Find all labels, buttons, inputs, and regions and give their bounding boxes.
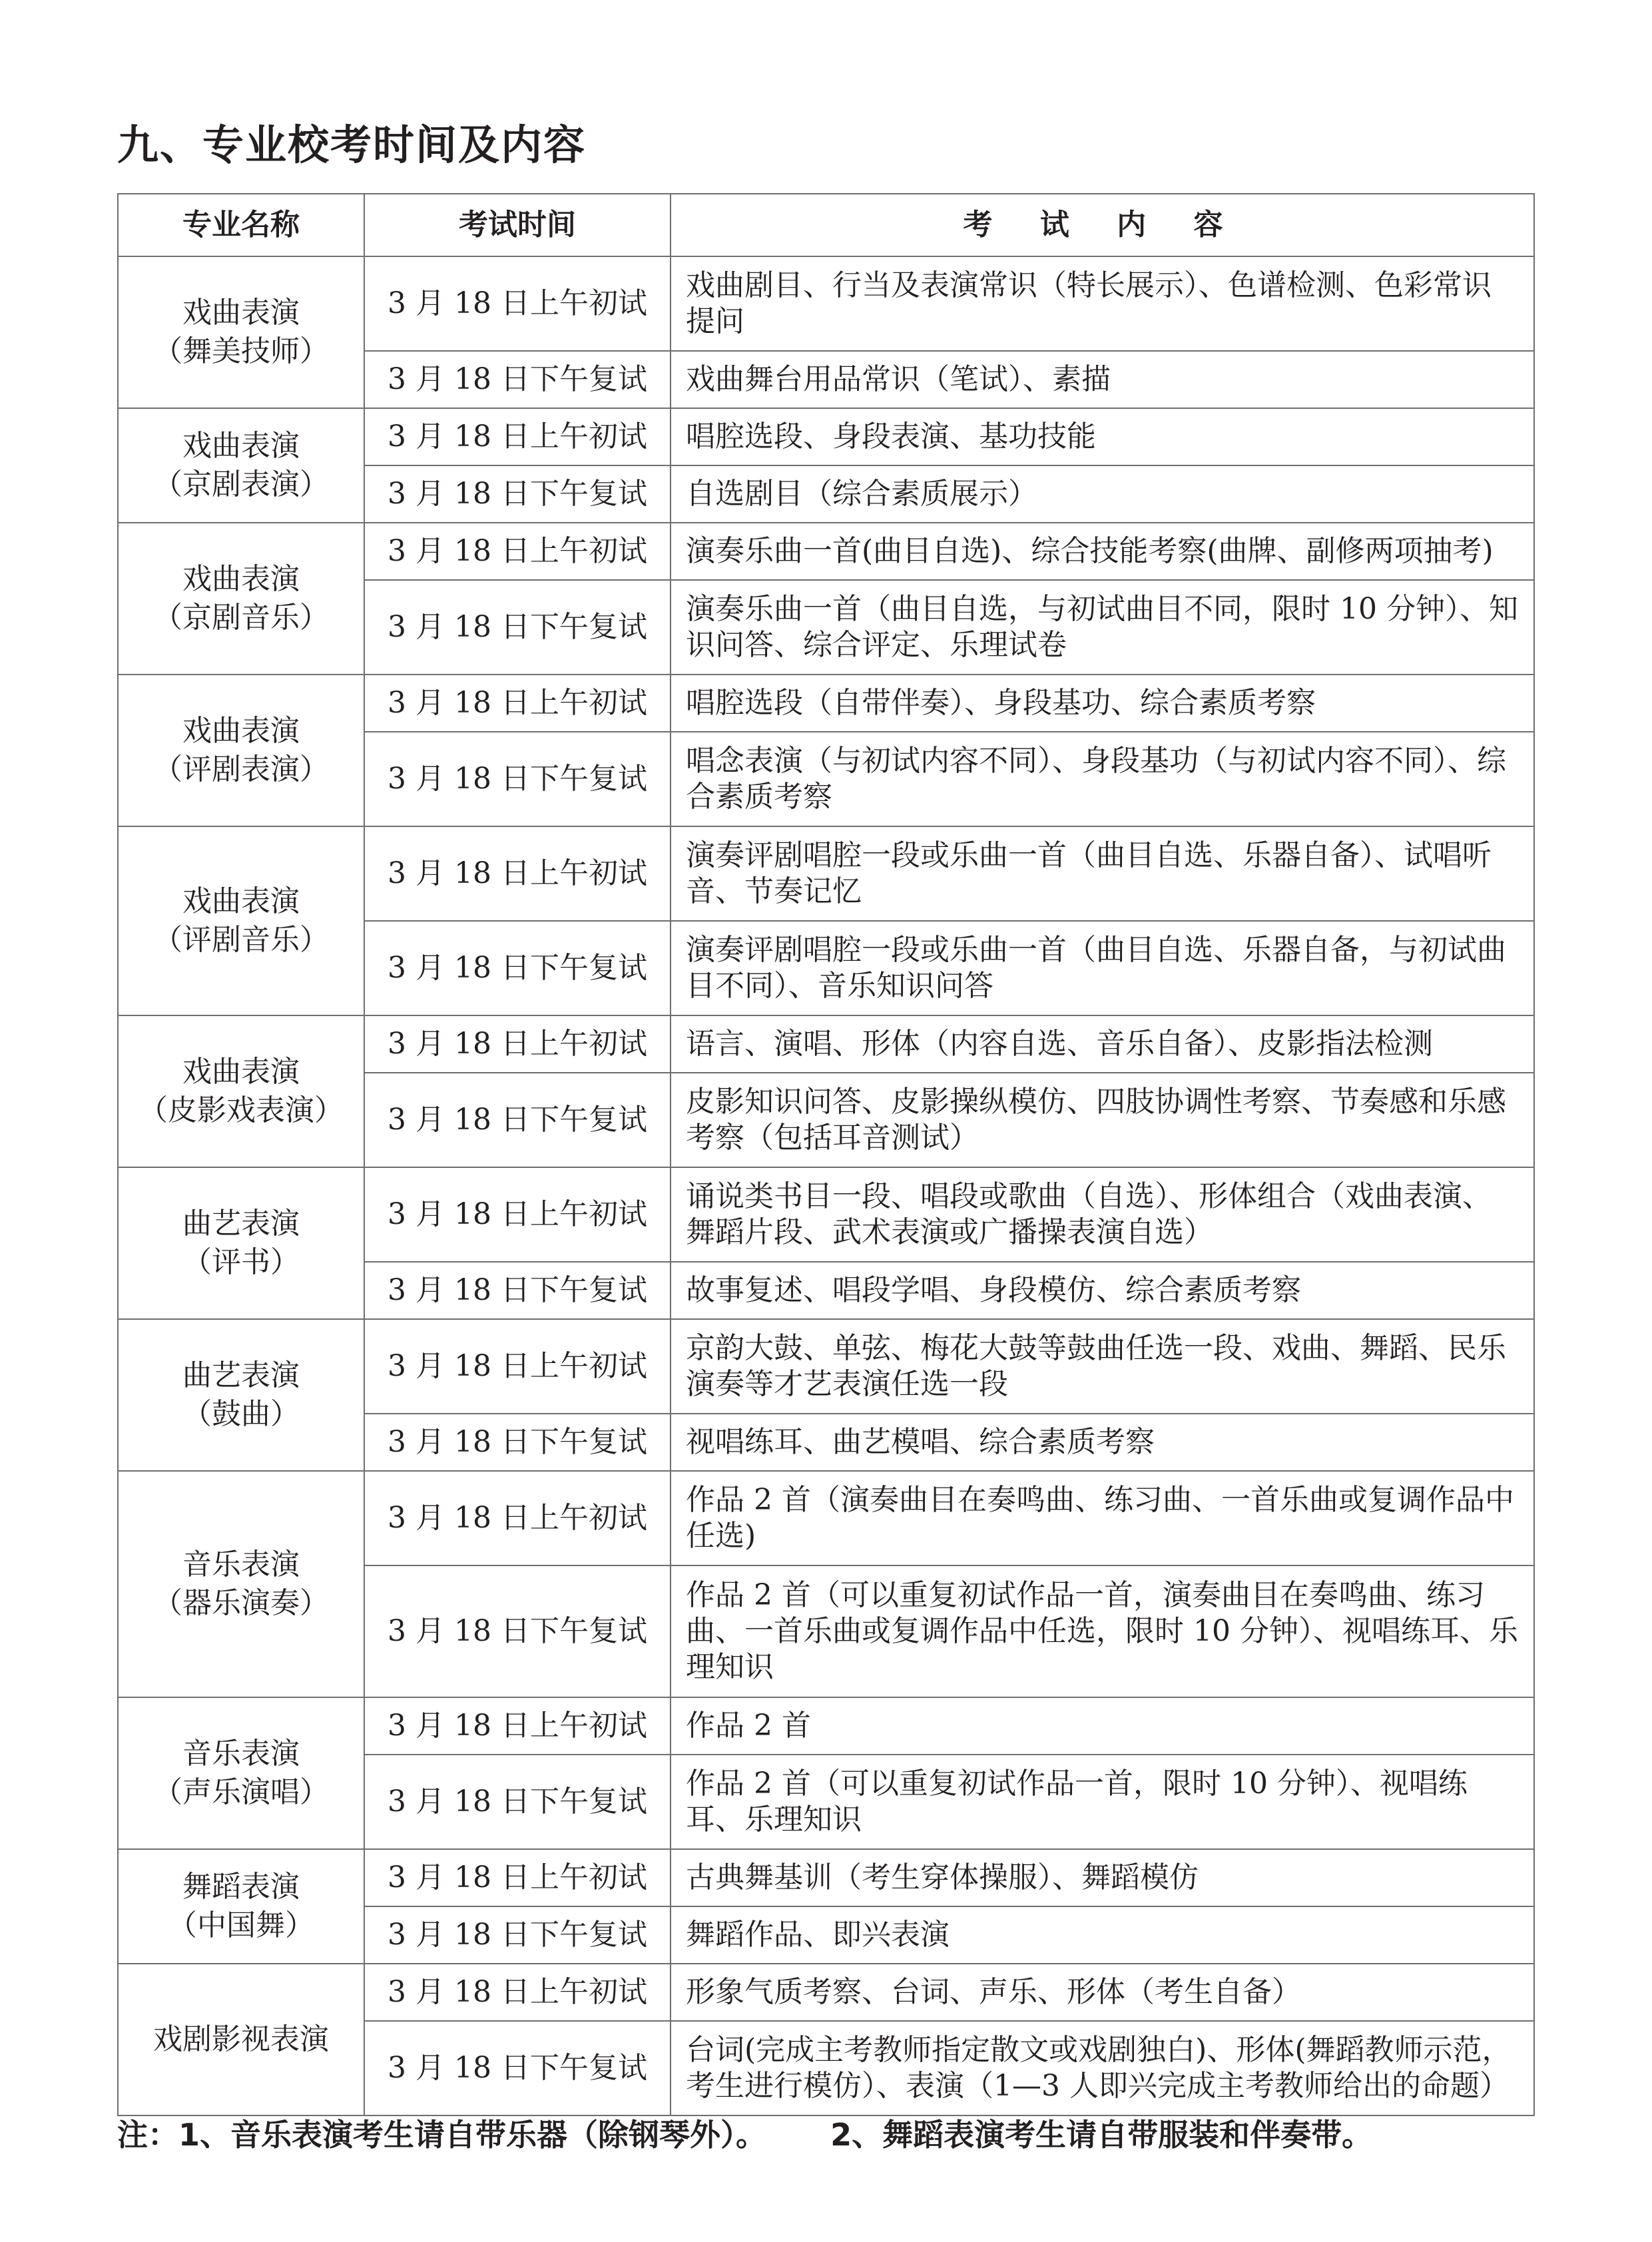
major-subname: （评书） <box>182 1245 300 1279</box>
table-row <box>118 1964 1534 2021</box>
major-name: 音乐表演 <box>182 1547 300 1581</box>
exam-content: 古典舞基训（考生穿体操服）、舞蹈模仿 <box>671 1849 1534 1906</box>
exam-time: 3 月 18 日下午复试 <box>364 1262 671 1319</box>
major-name: 戏曲表演 <box>182 884 300 918</box>
major-name: 音乐表演 <box>182 1737 300 1771</box>
major-subname: （京剧音乐） <box>153 601 329 635</box>
major-cell <box>118 1319 364 1471</box>
major-name: 戏曲表演 <box>182 296 300 330</box>
exam-content: 演奏评剧唱腔一段或乐曲一首（曲目自选、乐器自备，与初试曲目不同）、音乐知识问答 <box>671 921 1534 1015</box>
major-cell <box>118 826 364 1015</box>
table-row <box>118 1697 1534 1755</box>
footnote-item-2: 2、舞蹈表演考生请自带服装和伴奏带。 <box>830 2117 1373 2153</box>
major-cell <box>118 1697 364 1849</box>
exam-content: 自选剧目（综合素质展示） <box>671 465 1534 523</box>
exam-time: 3 月 18 日下午复试 <box>364 351 671 408</box>
major-cell <box>118 1849 364 1964</box>
exam-time: 3 月 18 日上午初试 <box>364 1849 671 1906</box>
table-row <box>118 675 1534 732</box>
exam-content: 戏曲舞台用品常识（笔试）、素描 <box>671 351 1534 408</box>
major-cell <box>118 523 364 675</box>
table-row <box>118 1471 1534 1565</box>
header-content: 考 试 内 容 <box>671 194 1534 256</box>
exam-time: 3 月 18 日下午复试 <box>364 580 671 675</box>
table-row <box>118 1167 1534 1262</box>
exam-content: 演奏乐曲一首(曲目自选)、综合技能考察(曲牌、副修两项抽考) <box>671 523 1534 580</box>
exam-time: 3 月 18 日下午复试 <box>364 1906 671 1964</box>
major-cell <box>118 1471 364 1697</box>
major-name: 曲艺表演 <box>182 1358 300 1392</box>
exam-time: 3 月 18 日下午复试 <box>364 1565 671 1697</box>
exam-content: 皮影知识问答、皮影操纵模仿、四肢协调性考察、节奏感和乐感考察（包括耳音测试） <box>671 1073 1534 1167</box>
exam-time: 3 月 18 日上午初试 <box>364 1964 671 2021</box>
exam-content: 戏曲剧目、行当及表演常识（特长展示）、色谱检测、色彩常识提问 <box>671 256 1534 351</box>
exam-content: 唱腔选段（自带伴奏）、身段基功、综合素质考察 <box>671 675 1534 732</box>
exam-content: 故事复述、唱段学唱、身段模仿、综合素质考察 <box>671 1262 1534 1319</box>
major-name: 戏曲表演 <box>182 714 300 748</box>
exam-content: 演奏乐曲一首（曲目自选，与初试曲目不同，限时 10 分钟）、知识问答、综合评定、乐理试卷 <box>671 580 1534 675</box>
table-row <box>118 826 1534 921</box>
exam-time: 3 月 18 日上午初试 <box>364 1697 671 1755</box>
footnote-item-1: 注：1、音乐表演考生请自带乐器（除钢琴外）。 <box>117 2117 767 2153</box>
major-name: 舞蹈表演 <box>182 1870 300 1904</box>
exam-content: 视唱练耳、曲艺模唱、综合素质考察 <box>671 1414 1534 1471</box>
exam-content: 京韵大鼓、单弦、梅花大鼓等鼓曲任选一段、戏曲、舞蹈、民乐演奏等才艺表演任选一段 <box>671 1319 1534 1414</box>
exam-content: 唱腔选段、身段表演、基功技能 <box>671 408 1534 465</box>
table-header-row <box>118 194 1534 256</box>
exam-time: 3 月 18 日下午复试 <box>364 465 671 523</box>
major-subname: （京剧表演） <box>153 467 329 501</box>
exam-time: 3 月 18 日上午初试 <box>364 1015 671 1073</box>
major-name: 戏曲表演 <box>182 562 300 596</box>
major-cell <box>118 1167 364 1319</box>
major-subname: （鼓曲） <box>182 1397 300 1431</box>
exam-content: 作品 2 首 <box>671 1697 1534 1755</box>
exam-content: 舞蹈作品、即兴表演 <box>671 1906 1534 1964</box>
major-cell <box>118 408 364 523</box>
header-major: 专业名称 <box>118 194 364 256</box>
table-row <box>118 256 1534 351</box>
major-subname: （评剧音乐） <box>153 923 329 957</box>
exam-time: 3 月 18 日上午初试 <box>364 826 671 921</box>
major-name: 曲艺表演 <box>182 1207 300 1241</box>
exam-time: 3 月 18 日上午初试 <box>364 1471 671 1565</box>
major-cell <box>118 1015 364 1167</box>
major-subname: （声乐演唱） <box>153 1775 329 1809</box>
exam-time: 3 月 18 日上午初试 <box>364 408 671 465</box>
exam-content: 语言、演唱、形体（内容自选、音乐自备）、皮影指法检测 <box>671 1015 1534 1073</box>
major-subname: （皮影戏表演） <box>138 1093 344 1127</box>
exam-content: 作品 2 首（演奏曲目在奏鸣曲、练习曲、一首乐曲或复调作品中任选) <box>671 1471 1534 1565</box>
exam-content: 形象气质考察、台词、声乐、形体（考生自备） <box>671 1964 1534 2021</box>
major-name: 戏剧影视表演 <box>153 2022 329 2056</box>
exam-time: 3 月 18 日下午复试 <box>364 921 671 1015</box>
table-row <box>118 1319 1534 1414</box>
major-subname: （器乐演奏） <box>153 1586 329 1620</box>
major-name: 戏曲表演 <box>182 1055 300 1089</box>
exam-time: 3 月 18 日上午初试 <box>364 523 671 580</box>
exam-time: 3 月 18 日上午初试 <box>364 1167 671 1262</box>
exam-content: 诵说类书目一段、唱段或歌曲（自选）、形体组合（戏曲表演、舞蹈片段、武术表演或广播操表演自选） <box>671 1167 1534 1262</box>
table-row <box>118 523 1534 580</box>
exam-time: 3 月 18 日上午初试 <box>364 675 671 732</box>
header-time: 考试时间 <box>364 194 671 256</box>
exam-schedule-table <box>117 193 1535 2116</box>
major-cell <box>118 675 364 826</box>
exam-time: 3 月 18 日下午复试 <box>364 1755 671 1849</box>
exam-content: 作品 2 首（可以重复初试作品一首，限时 10 分钟）、视唱练耳、乐理知识 <box>671 1755 1534 1849</box>
exam-time: 3 月 18 日下午复试 <box>364 1073 671 1167</box>
major-subname: （中国舞） <box>168 1908 314 1942</box>
major-subname: （舞美技师） <box>153 334 329 368</box>
major-cell <box>118 1964 364 2115</box>
major-cell <box>118 256 364 408</box>
footnote <box>117 2111 1372 2155</box>
table-row <box>118 1849 1534 1906</box>
exam-content: 台词(完成主考教师指定散文或戏剧独白)、形体(舞蹈教师示范，考生进行模仿）、表演（1—3 人即兴完成主考教师给出的命题） <box>671 2021 1534 2115</box>
major-subname: （评剧表演） <box>153 752 329 786</box>
exam-time: 3 月 18 日下午复试 <box>364 2021 671 2115</box>
exam-time: 3 月 18 日上午初试 <box>364 256 671 351</box>
exam-content: 演奏评剧唱腔一段或乐曲一首（曲目自选、乐器自备）、试唱听音、节奏记忆 <box>671 826 1534 921</box>
exam-content: 作品 2 首（可以重复初试作品一首，演奏曲目在奏鸣曲、练习曲、一首乐曲或复调作品中任选，限时 10 分钟）、视唱练耳、乐理知识 <box>671 1565 1534 1697</box>
table-row <box>118 408 1534 465</box>
exam-time: 3 月 18 日下午复试 <box>364 1414 671 1471</box>
table-row <box>118 1015 1534 1073</box>
exam-time: 3 月 18 日下午复试 <box>364 732 671 826</box>
page-title: 九、专业校考时间及内容 <box>117 121 587 169</box>
major-name: 戏曲表演 <box>182 429 300 463</box>
exam-time: 3 月 18 日上午初试 <box>364 1319 671 1414</box>
exam-content: 唱念表演（与初试内容不同）、身段基功（与初试内容不同）、综合素质考察 <box>671 732 1534 826</box>
